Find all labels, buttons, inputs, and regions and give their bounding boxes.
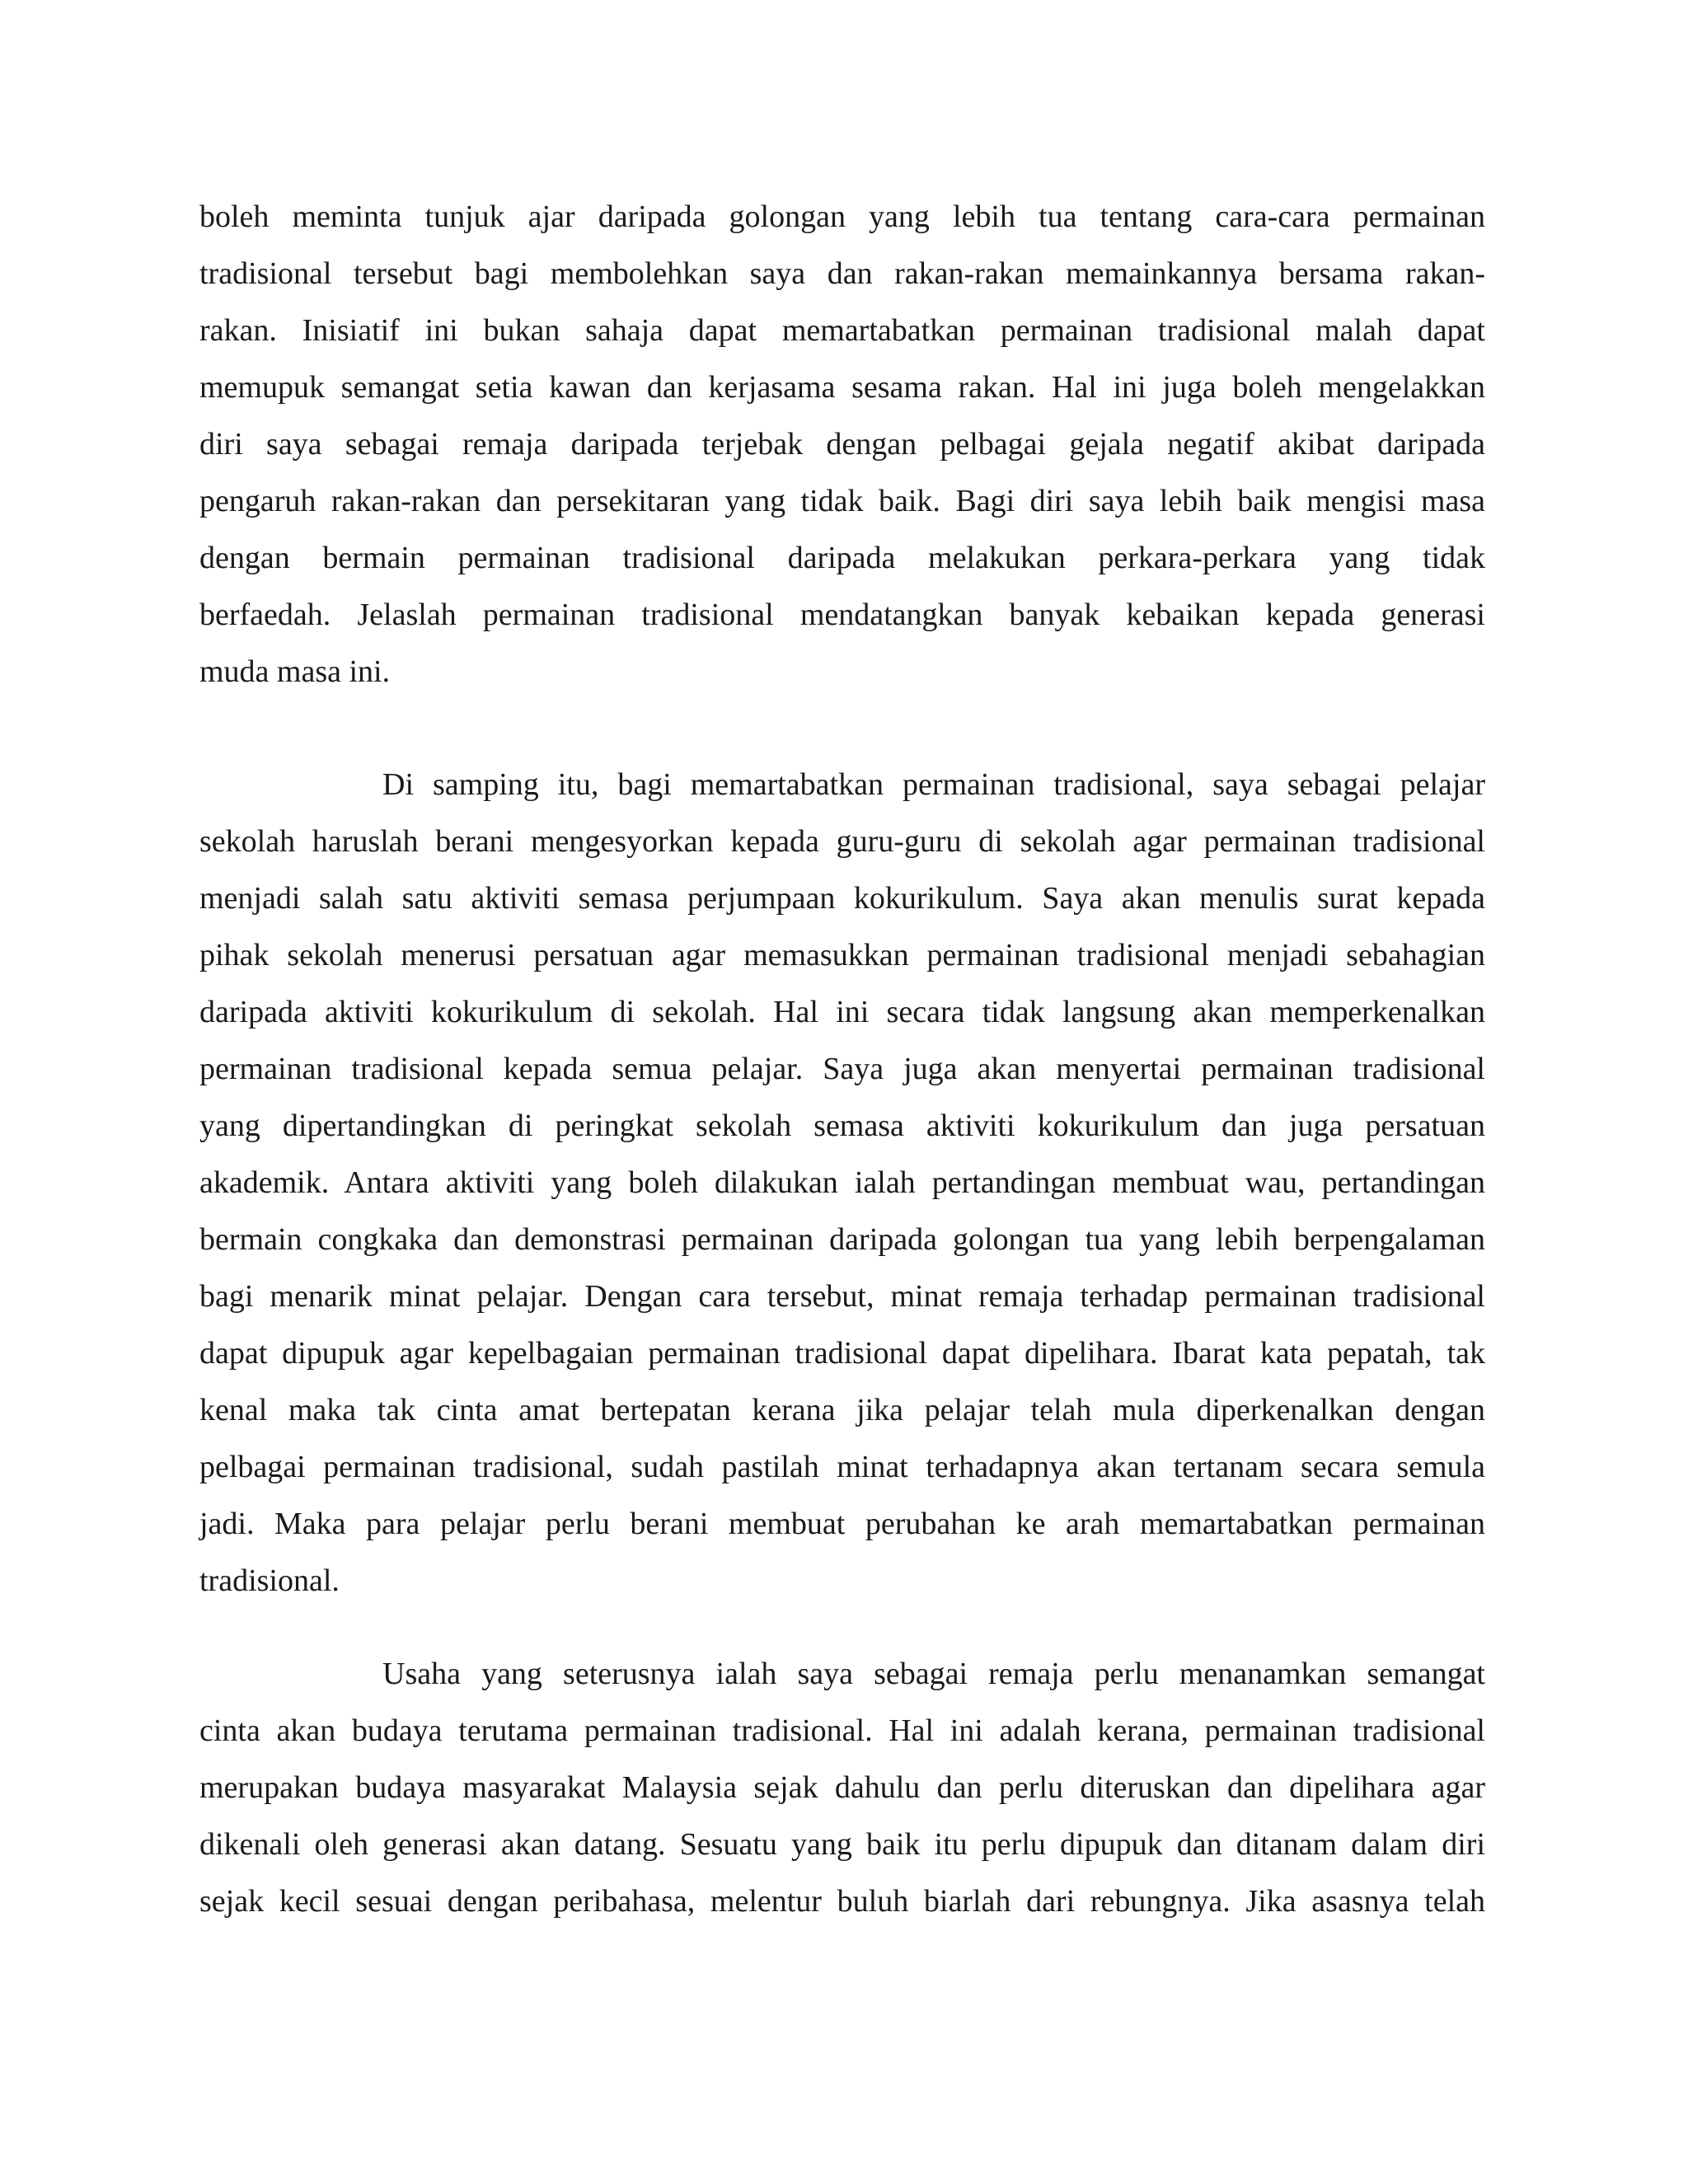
paragraph-line: dikenali oleh generasi akan datang. Sesuatu yang baik itu perlu dipupuk dan ditanam dalam diri: [199, 1827, 1485, 1862]
paragraph-line: pengaruh rakan-rakan dan persekitaran yang tidak baik. Bagi diri saya lebih baik mengisi masa: [199, 484, 1485, 518]
paragraph-line: permainan tradisional kepada semua pelajar. Saya juga akan menyertai permainan tradisional: [199, 1052, 1485, 1086]
paragraph-line: yang dipertandingkan di peringkat sekolah semasa aktiviti kokurikulum dan juga persatuan: [199, 1108, 1485, 1143]
paragraph-line: menjadi salah satu aktiviti semasa perjumpaan kokurikulum. Saya akan menulis surat kepada: [199, 881, 1485, 916]
paragraph-line: kenal maka tak cinta amat bertepatan kerana jika pelajar telah mula diperkenalkan dengan: [199, 1393, 1485, 1427]
paragraph-line: berfaedah. Jelaslah permainan tradisional mendatangkan banyak kebaikan kepada generasi: [199, 598, 1485, 632]
paragraph-1: [199, 189, 1485, 701]
paragraph-line: muda masa ini.: [199, 654, 391, 689]
paragraph-line: merupakan budaya masyarakat Malaysia sejak dahulu dan perlu diteruskan dan dipelihara agar: [199, 1770, 1485, 1805]
paragraph-line: pelbagai permainan tradisional, sudah pastilah minat terhadapnya akan tertanam secara semula: [199, 1450, 1485, 1484]
paragraph-line: bermain congkaka dan demonstrasi permainan daripada golongan tua yang lebih berpengalaman: [199, 1222, 1485, 1257]
paragraph-line: rakan. Inisiatif ini bukan sahaja dapat memartabatkan permainan tradisional malah dapat: [199, 313, 1485, 348]
paragraph-3: [199, 1646, 1485, 1930]
paragraph-line: tradisional tersebut bagi membolehkan saya dan rakan-rakan memainkannya bersama rakan-: [199, 256, 1485, 291]
paragraph-line: akademik. Antara aktiviti yang boleh dilakukan ialah pertandingan membuat wau, pertandingan: [199, 1165, 1485, 1200]
paragraph-2: [199, 757, 1485, 1610]
paragraph-line: boleh meminta tunjuk ajar daripada golongan yang lebih tua tentang cara-cara permainan: [199, 199, 1485, 234]
paragraph-line: dapat dipupuk agar kepelbagaian permainan tradisional dapat dipelihara. Ibarat kata pepatah, tak: [199, 1336, 1485, 1371]
paragraph-line: tradisional.: [199, 1563, 340, 1598]
paragraph-line: bagi menarik minat pelajar. Dengan cara tersebut, minat remaja terhadap permainan tradisional: [199, 1279, 1485, 1314]
paragraph-line: daripada aktiviti kokurikulum di sekolah. Hal ini secara tidak langsung akan memperkenalkan: [199, 995, 1485, 1029]
paragraph-line: pihak sekolah menerusi persatuan agar memasukkan permainan tradisional menjadi sebahagian: [199, 938, 1485, 972]
paragraph-line: diri saya sebagai remaja daripada terjebak dengan pelbagai gejala negatif akibat daripada: [199, 427, 1485, 462]
paragraph-line: sekolah haruslah berani mengesyorkan kepada guru-guru di sekolah agar permainan tradisional: [199, 824, 1485, 859]
paragraph-line: memupuk semangat setia kawan dan kerjasama sesama rakan. Hal ini juga boleh mengelakkan: [199, 370, 1485, 405]
paragraph-line: dengan bermain permainan tradisional daripada melakukan perkara-perkara yang tidak: [199, 541, 1485, 575]
paragraph-line: jadi. Maka para pelajar perlu berani membuat perubahan ke arah memartabatkan permainan: [199, 1507, 1485, 1541]
paragraph-line: Di samping itu, bagi memartabatkan permainan tradisional, saya sebagai pelajar: [382, 767, 1485, 802]
paragraph-line: cinta akan budaya terutama permainan tradisional. Hal ini adalah kerana, permainan tradisional: [199, 1713, 1485, 1748]
paragraph-line: Usaha yang seterusnya ialah saya sebagai remaja perlu menanamkan semangat: [382, 1657, 1485, 1691]
paragraph-line: sejak kecil sesuai dengan peribahasa, melentur buluh biarlah dari rebungnya. Jika asasnya telah: [199, 1884, 1485, 1919]
